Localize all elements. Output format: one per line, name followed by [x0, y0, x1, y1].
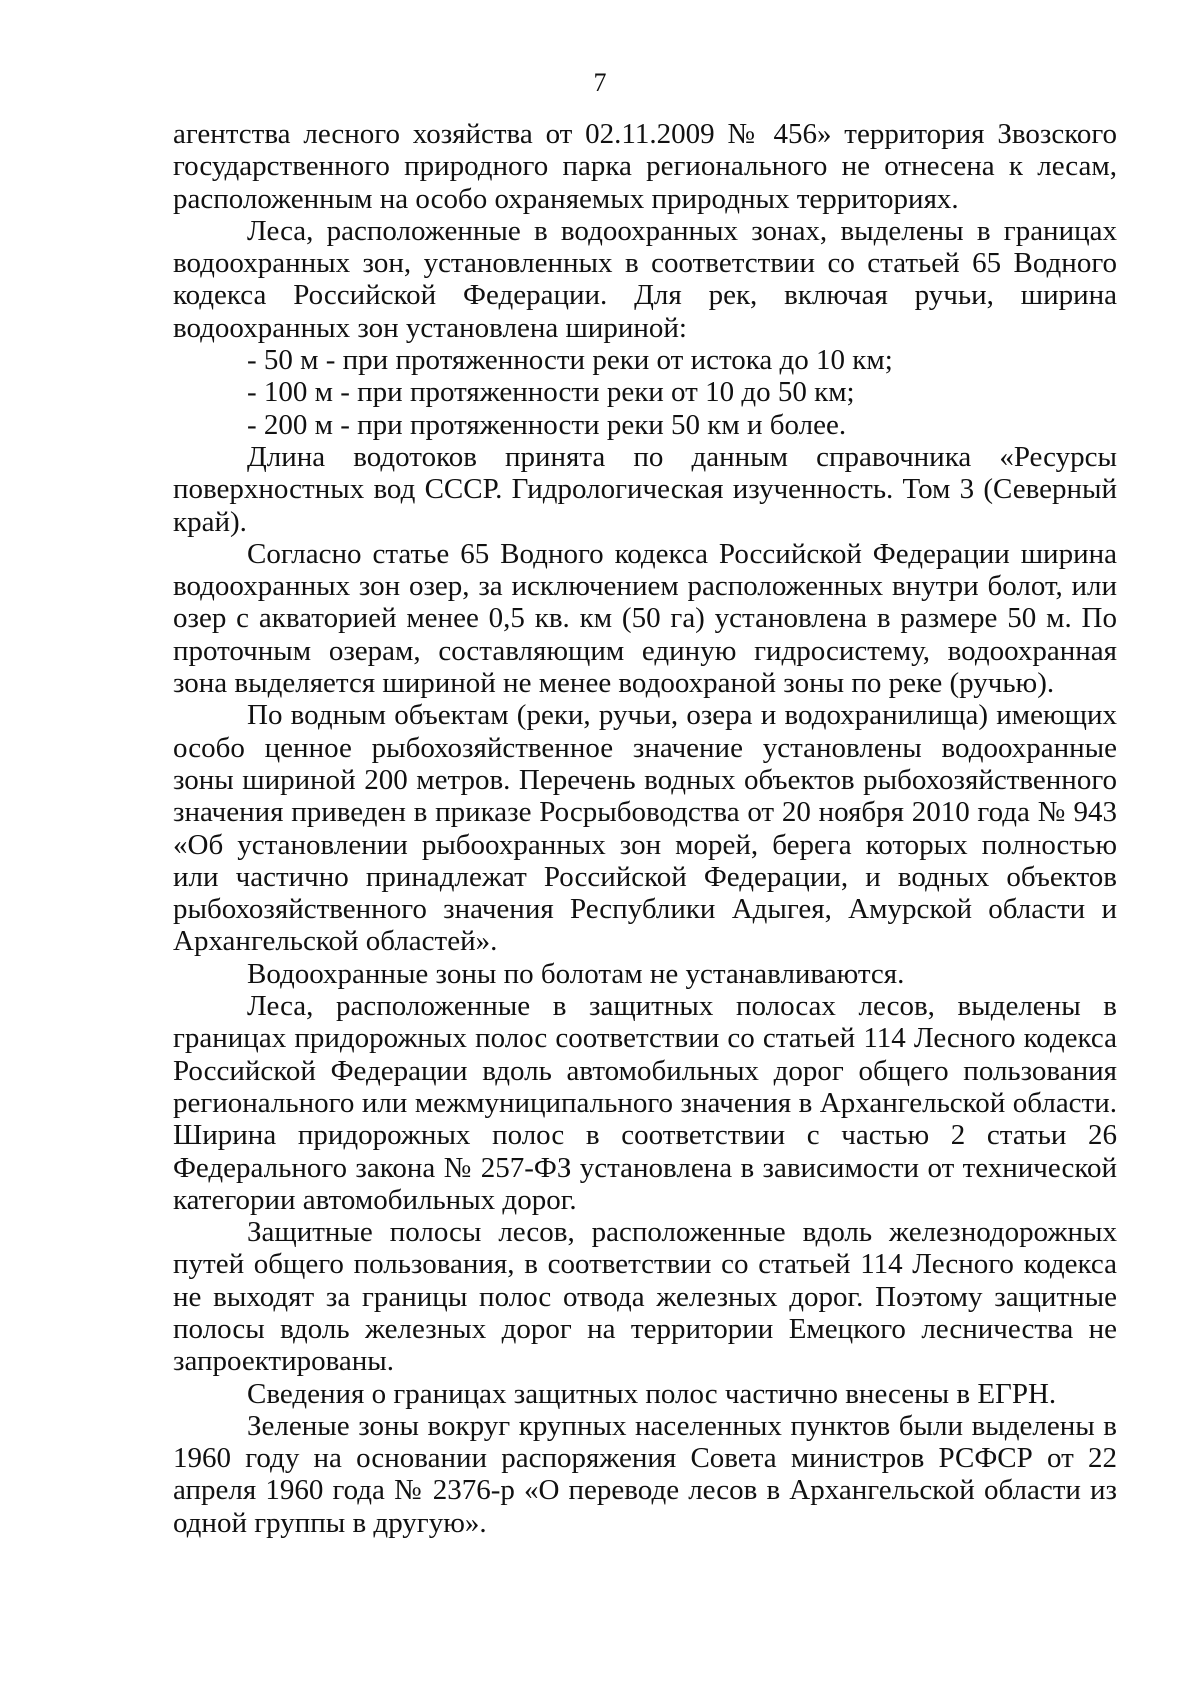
paragraph-watercourse-length: Длина водотоков принята по данным справочника «Ресурсы поверхностных вод СССР. Гидрологическая изученность. Том 3 (Северный край). [173, 440, 1117, 538]
paragraph-egrn: Сведения о границах защитных полос частично внесены в ЕГРН. [247, 1377, 1057, 1410]
paragraph-fishery-objects: По водным объектам (реки, ручьи, озера и водохранилища) имеющих особо ценное рыбохозяйственное значение установлены водоохранные зоны шириной 200 метров. Перечень водных объектов рыбохозяйственного значения приведен в приказе Росрыбоводства от 20 ноября 2010 года № 943 «Об установлении рыбоохранных зон морей, берега которых полностью или частично принадлежат Российской Федерации, и водных объектов рыбохозяйственного значения Республики Адыгея, Амурской области и Архангельской областей». [173, 699, 1117, 958]
paragraph-water-protection-zones: Леса, расположенные в водоохранных зонах, выделены в границах водоохранных зон, установленных в соответствии со статьей 65 Водного кодекса Российской Федерации. Для рек, включая ручьи, ширина водоохранных зон установлена шириной: [173, 214, 1117, 344]
paragraph-roadside-strips: Леса, расположенные в защитных полосах лесов, выделены в границах придорожных полос соответствии со статьей 114 Лесного кодекса Российской Федерации вдоль автомобильных дорог общего пользования регионального или межмуниципального значения в Архангельской области. Ширина придорожных полос в соответствии с частью 2 статьи 26 Федерального закона № 257-ФЗ установлена в зависимости от технической категории автомобильных дорог. [173, 990, 1117, 1216]
paragraph-railway-strips: Защитные полосы лесов, расположенные вдоль железнодорожных путей общего пользования, в соответствии со статьей 114 Лесного кодекса не выходят за границы полос отвода железных дорог. Поэтому защитные полосы вдоль железных дорог на территории Емецкого лесничества не запроектированы. [173, 1216, 1117, 1378]
list-item-100m: - 100 м - при протяженности реки от 10 до 50 км; [247, 376, 855, 409]
list-item-50m: - 50 м - при протяженности реки от истока до 10 км; [247, 344, 893, 377]
page-number: 7 [593, 68, 607, 97]
paragraph-lakes: Согласно статье 65 Водного кодекса Российской Федерации ширина водоохранных зон озер, за исключением расположенных внутри болот, или озер с акваторией менее 0,5 кв. км (50 га) установлена в размере 50 м. По проточным озерам, составляющим единую гидросистему, водоохранная зона выделяется шириной не менее водоохраной зоны по реке (ручью). [173, 537, 1117, 700]
paragraph-green-zones: Зеленые зоны вокруг крупных населенных пунктов были выделены в 1960 году на основании распоряжения Совета министров РСФСР от 22 апреля 1960 года № 2376-р «О переводе лесов в Архангельской области из одной группы в другую». [173, 1409, 1117, 1539]
paragraph-swamps: Водоохранные зоны по болотам не устанавливаются. [247, 957, 905, 990]
paragraph-continuation: агентства лесного хозяйства от 02.11.2009 № 456» территория Звозского государственного природного парка регионального не отнесена к лесам, расположенным на особо охраняемых природных территориях. [173, 118, 1117, 215]
document-body [173, 118, 1117, 1539]
list-item-200m: - 200 м - при протяженности реки 50 км и более. [247, 408, 847, 441]
